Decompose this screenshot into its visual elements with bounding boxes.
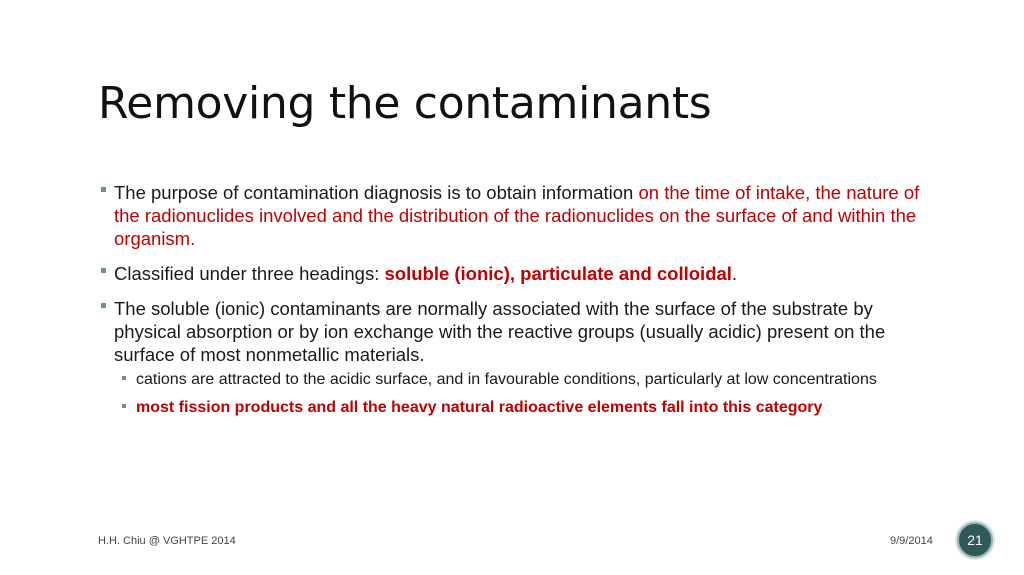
bullet-item bbox=[98, 181, 928, 250]
sub-bullet-text: cations are attracted to the acidic surface, and in favourable conditions, particularly at low concentrations bbox=[136, 371, 877, 388]
bullet-marker-icon bbox=[101, 187, 106, 192]
sub-bullet-item bbox=[98, 398, 928, 418]
footer-date: 9/9/2014 bbox=[890, 535, 933, 547]
sub-bullet-marker-icon bbox=[122, 376, 126, 380]
slide-content bbox=[98, 181, 928, 426]
bullet-text: The purpose of contamination diagnosis is to obtain information bbox=[114, 182, 639, 203]
bullet-highlight-text: on the time of intake, the nature of the radionuclides involved and the distribution of the radionuclides on the surface of and within the organism. bbox=[114, 182, 920, 249]
bullet-item bbox=[98, 297, 928, 366]
bullet-text-end: . bbox=[731, 263, 738, 284]
page-number-badge bbox=[957, 522, 993, 558]
bullet-item bbox=[98, 262, 928, 285]
page-number: 21 bbox=[967, 532, 983, 548]
bullet-marker-icon bbox=[101, 303, 106, 308]
sub-bullet-marker-icon bbox=[122, 404, 126, 408]
sub-bullet-item bbox=[98, 370, 928, 390]
bullet-text: The soluble (ionic) contaminants are normally associated with the surface of the substrate by physical absorption or by ion exchange with the reactive groups (usually acidic) present on the surface of most nonmetallic materials. bbox=[114, 298, 886, 365]
slide-title: Removing the contaminants bbox=[98, 78, 712, 129]
bullet-marker-icon bbox=[101, 268, 106, 273]
sub-bullet-highlight-text: most fission products and all the heavy natural radioactive elements fall into this category bbox=[136, 399, 823, 416]
bullet-text: Classified under three headings: bbox=[114, 263, 385, 284]
footer-author: H.H. Chiu @ VGHTPE 2014 bbox=[98, 535, 236, 547]
bullet-highlight-text: soluble (ionic), particulate and colloidal bbox=[384, 263, 732, 284]
